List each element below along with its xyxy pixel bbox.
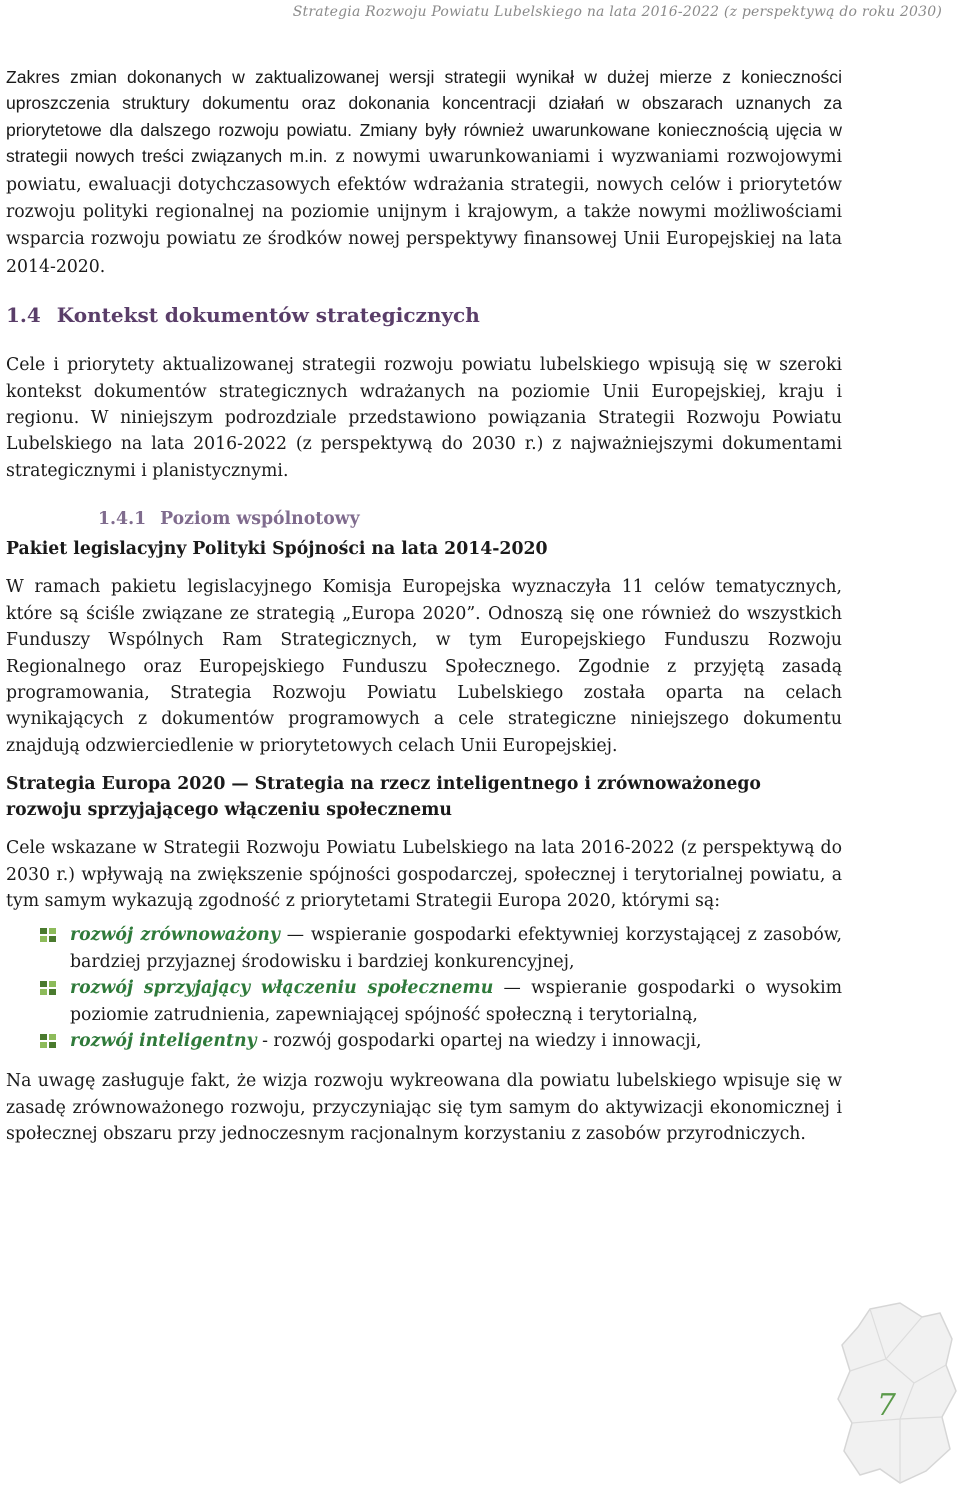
page-content	[6, 64, 842, 1148]
list-item	[6, 922, 842, 975]
list-item	[6, 975, 842, 1028]
section-number: 1.4	[6, 303, 41, 328]
priority-text: - rozwój gospodarki opartej na wiedzy i innowacji,	[256, 1030, 702, 1051]
page-number: 7	[876, 1388, 896, 1423]
intro-text-serif: z nowymi uwarunkowaniami i wyzwaniami rozwojowymi powiatu, ewaluacji dotychczasowych efektów wdrażania strategii, nowych celów i priorytetów rozwoju polityki regionalnej na poziomie unijnym i krajowym, a także nowymi możliwościami wsparcia rozwoju powiatu ze środków nowej perspektywy finansowej Unii Europejskiej na lata 2014-2020.	[6, 147, 842, 277]
cohesion-policy-heading: Pakiet legislacyjny Polityki Spójności na lata 2014-2020	[6, 539, 548, 560]
priority-text: — wspieranie gospodarki o wysokim poziomie zatrudnienia, zapewniającej spójność społeczną i terytorialną,	[70, 978, 842, 1025]
section-heading	[6, 300, 842, 330]
bullet-icon	[40, 928, 56, 942]
europe-2020-heading: Strategia Europa 2020 — Strategia na rzecz inteligentnego i zrównoważonego rozwoju sprzyjającego włączeniu społecznemu	[6, 774, 761, 821]
section-intro-paragraph: Cele i priorytety aktualizowanej strategii rozwoju powiatu lubelskiego wpisują się w szeroki kontekst dokumentów strategicznych wdrażanych na poziomie Unii Europejskiej, kraju i regionu. W niniejszym podrozdziale przedstawiono powiązania Strategii Rozwoju Powiatu Lubelskiego na lata 2016-2022 (z perspektywą do 2030 r.) z najważniejszymi dokumentami strategicznymi i planistycznymi.	[6, 355, 842, 481]
cohesion-policy-paragraph: W ramach pakietu legislacyjnego Komisja Europejska wyznaczyła 11 celów tematycznych, które są ściśle związane ze strategią „Europa 2020”. Odnoszą się one również do wszystkich Funduszy Wspólnych Ram Strategicznych, w tym Europejskiego Funduszu Rozwoju Regionalnego oraz Europejskiego Funduszu Społecznego. Zgodnie z przyjętą zasadą programowania, Strategia Rozwoju Powiatu Lubelskiego została oparta na celach wynikających z dokumentów programowych a cele strategiczne niniejszego dokumentu znajdują odzwierciedlenie w priorytetowych celach Unii Europejskiej.	[6, 577, 842, 756]
priority-term: rozwój sprzyjający włączeniu społecznemu	[70, 978, 494, 999]
intro-paragraph	[6, 64, 842, 280]
priority-term: rozwój zrównoważony	[70, 925, 280, 946]
priority-text: — wspieranie gospodarki efektywniej korzystającej z zasobów, bardziej przyjaznej środowisku i bardziej konkurencyjnej,	[70, 925, 842, 972]
subsection-number: 1.4.1	[98, 509, 147, 530]
subsection-heading	[98, 506, 842, 532]
bullet-icon	[40, 981, 56, 995]
running-header: Strategia Rozwoju Powiatu Lubelskiego na lata 2016-2022 (z perspektywą do roku 2030)	[292, 4, 942, 20]
section-title: Kontekst dokumentów strategicznych	[56, 303, 480, 328]
europe-2020-paragraph: Cele wskazane w Strategii Rozwoju Powiatu Lubelskiego na lata 2016-2022 (z perspektywą do 2030 r.) wpływają na zwiększenie spójności gospodarczej, społecznej i terytorialnej powiatu, a tym samym wykazują zgodność z priorytetami Strategii Europa 2020, którymi są:	[6, 838, 842, 911]
bullet-icon	[40, 1034, 56, 1048]
closing-paragraph: Na uwagę zasługuje fakt, że wizja rozwoju wykreowana dla powiatu lubelskiego wpisuje się w zasadę zrównoważonego rozwoju, przyczyniając się tym samym do aktywizacji ekonomicznej i społecznej obszaru przy jednoczesnym racjonalnym korzystaniu z zasobów przyrodniczych.	[6, 1071, 842, 1145]
intro-text-sans: Zakres zmian dokonanych w zaktualizowanej wersji strategii wynikał w dużej mierze z konieczności uproszczenia struktury dokumentu oraz dokonania koncentracji działań w obszarach uznanych za priorytetowe dla dalszego rozwoju powiatu. Zmiany były również uwarunkowane koniecznością ujęcia w strategii nowych treści związanych m.in.	[6, 67, 842, 167]
list-item	[6, 1028, 842, 1054]
priorities-list	[6, 922, 842, 1054]
subsection-title: Poziom wspólnotowy	[160, 509, 360, 530]
priority-term: rozwój inteligentny	[70, 1030, 257, 1051]
